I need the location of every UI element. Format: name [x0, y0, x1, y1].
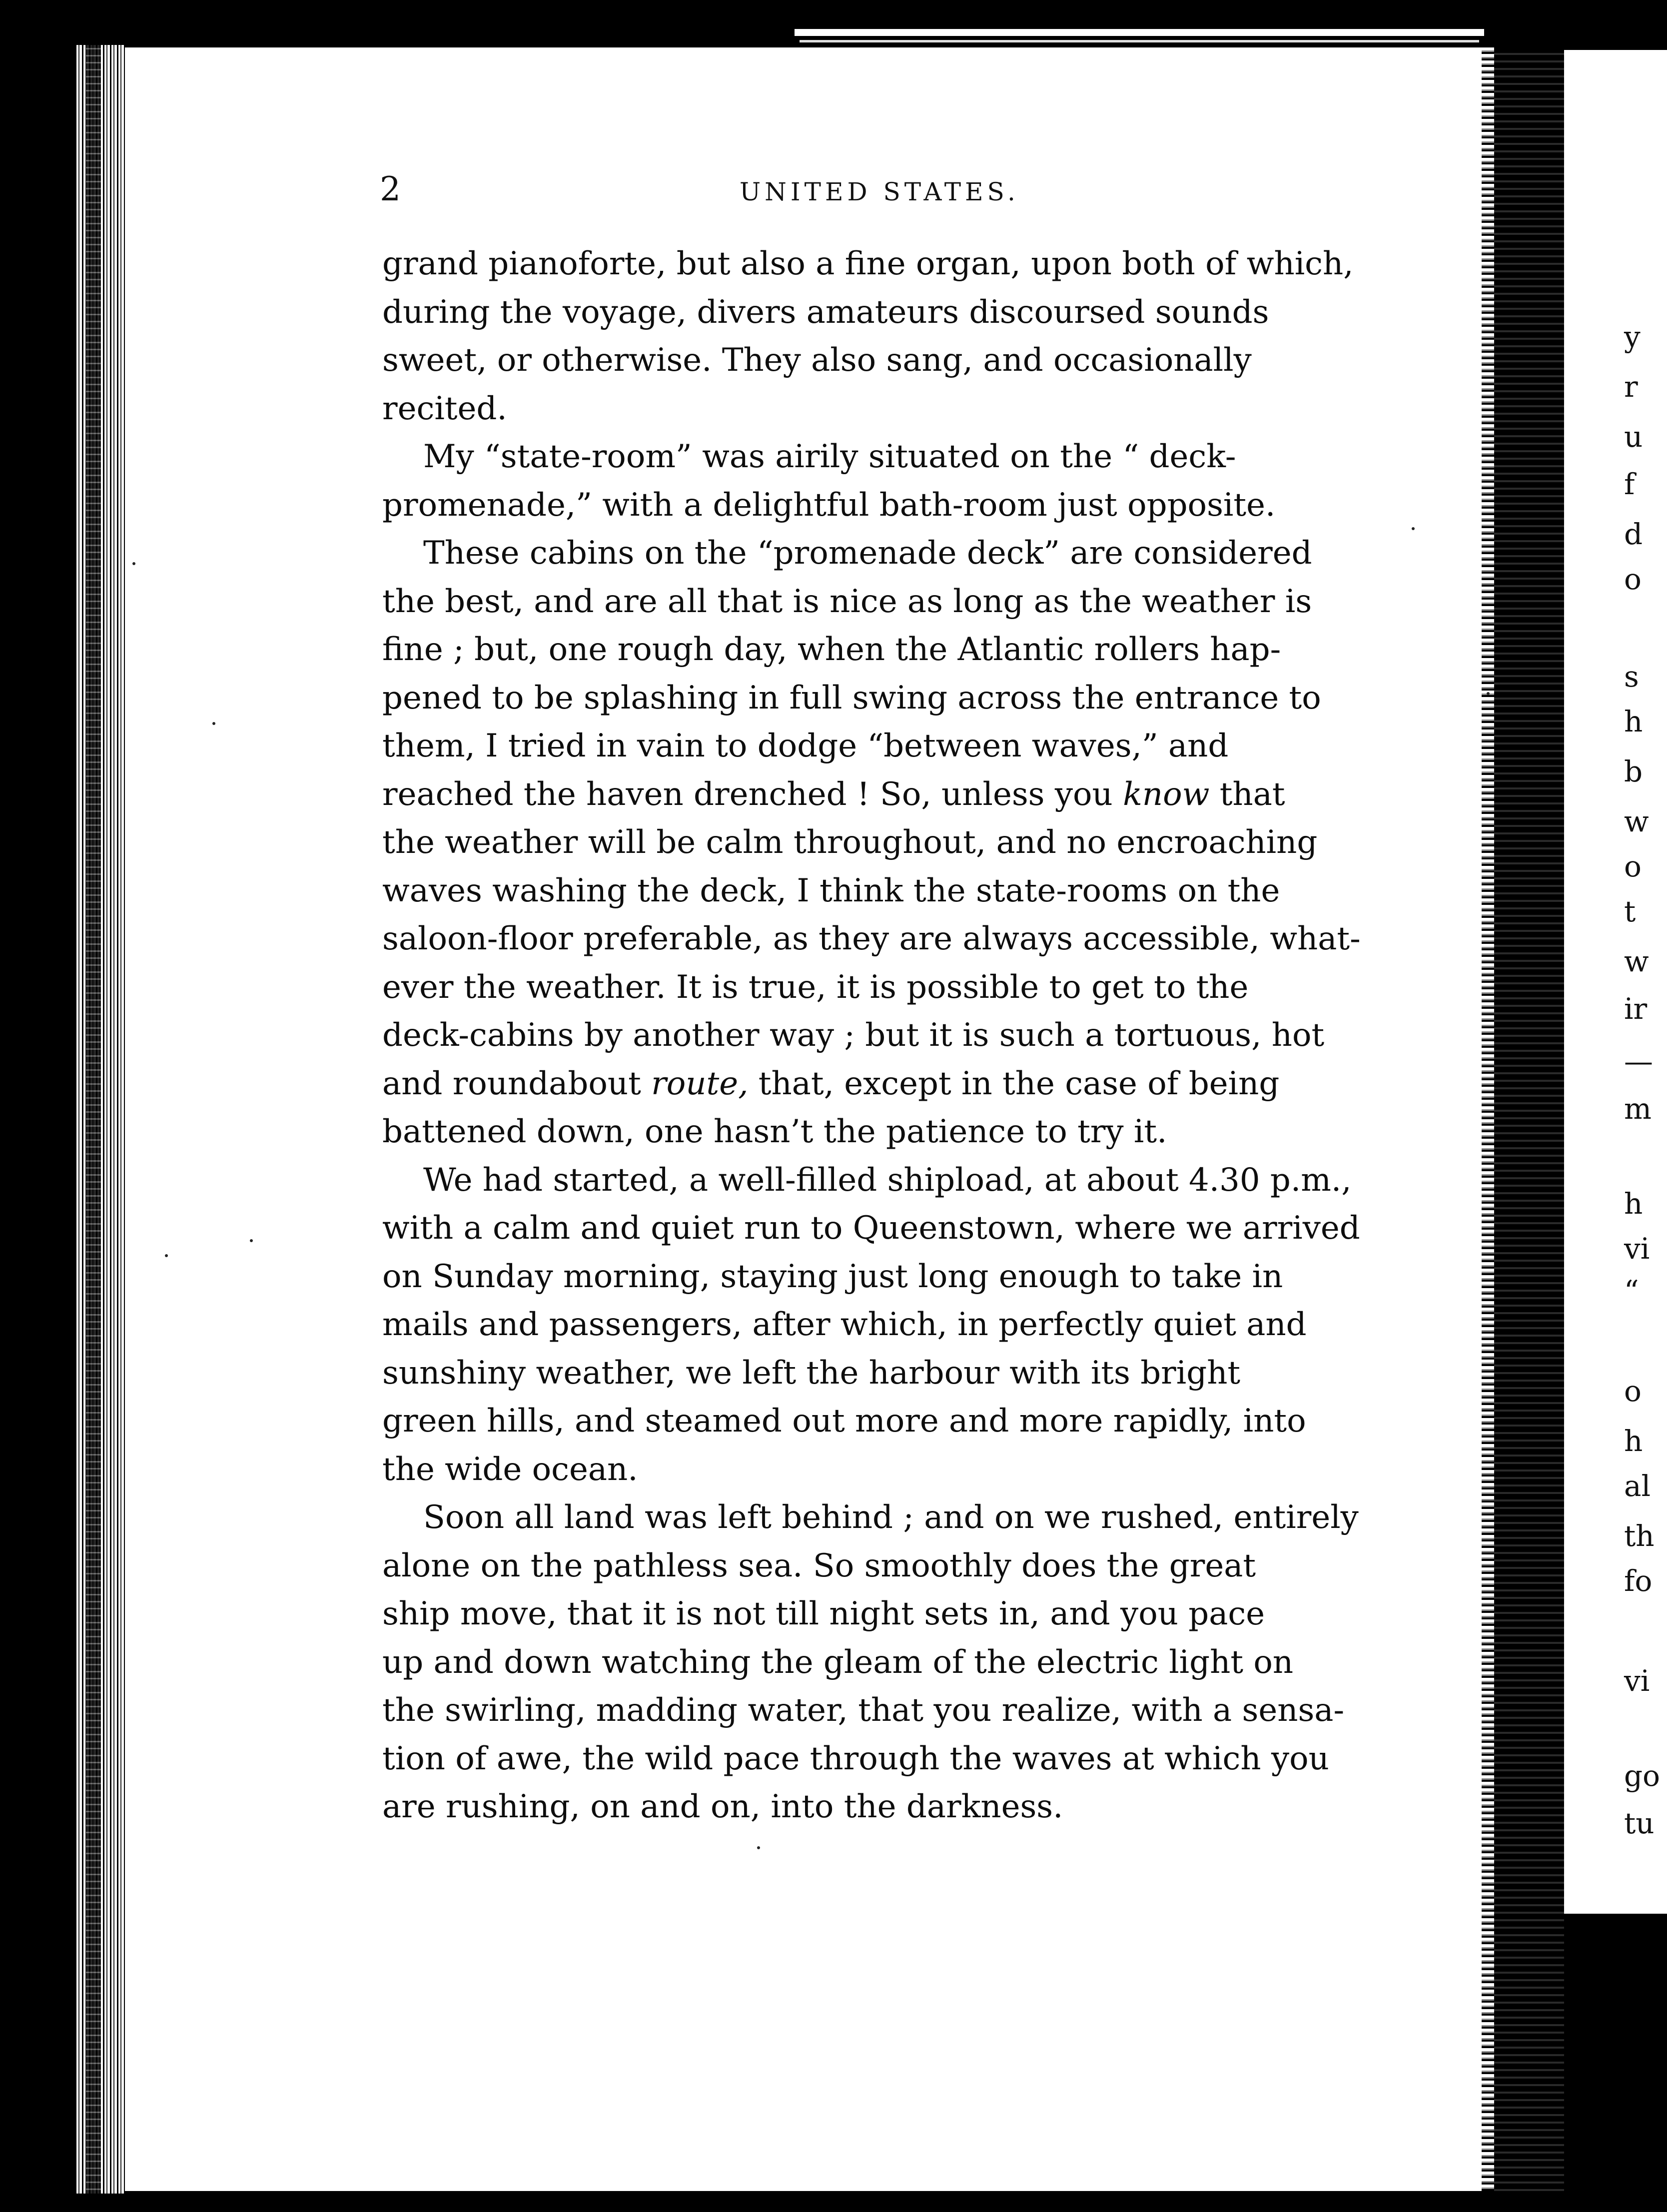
facing-page-fragment: m	[1624, 1092, 1652, 1126]
text-line: deck-cabins by another way ; but it is such a tortuous, hot	[382, 1017, 1325, 1054]
text-line: the swirling, madding water, that you realize, with a sensa-	[382, 1692, 1345, 1729]
facing-page-fragment: “	[1624, 1274, 1639, 1308]
text-line: waves washing the deck, I think the state-rooms on the	[382, 872, 1280, 909]
text-line: reached the haven drenched ! So, unless you know that	[382, 775, 1285, 813]
text-line: These cabins on the “promenade deck” are considered	[423, 535, 1312, 572]
facing-page-fragment: h	[1624, 1424, 1643, 1458]
text-line: the best, and are all that is nice as long as the weather is	[382, 583, 1312, 620]
facing-page-fragment: tu	[1624, 1806, 1655, 1840]
text-line: grand pianoforte, but also a fine organ, upon both of which,	[382, 245, 1354, 282]
text-line: with a calm and quiet run to Queenstown, where we arrived	[382, 1210, 1360, 1247]
scan-speck	[132, 562, 135, 565]
text-line: during the voyage, divers amateurs discoursed sounds	[382, 293, 1269, 331]
text-line: tion of awe, the wild pace through the waves at which you	[382, 1740, 1329, 1777]
text-line: the wide ocean.	[382, 1451, 638, 1488]
text-line: ship move, that it is not till night sets in, and you pace	[382, 1595, 1265, 1632]
text-line: are rushing, on and on, into the darkness.	[382, 1788, 1063, 1825]
running-head: UNITED STATES.	[740, 177, 1019, 206]
scan-speck	[165, 1254, 168, 1257]
text-line: sunshiny weather, we left the harbour with its bright	[382, 1354, 1241, 1392]
scan-speck	[757, 1846, 760, 1849]
text-line: the weather will be calm throughout, and no encroaching	[382, 824, 1318, 861]
facing-page-shadow	[1609, 1914, 1667, 2212]
paragraph	[382, 433, 1394, 529]
text-line: Soon all land was left behind ; and on we rushed, entirely	[423, 1499, 1359, 1536]
facing-page-fragment: h	[1624, 1187, 1643, 1221]
text-line: ever the weather. It is true, it is possible to get to the	[382, 968, 1249, 1006]
page-number: 2	[380, 170, 401, 208]
facing-page-fragment: b	[1624, 754, 1643, 788]
gutter-shadow	[1494, 47, 1564, 2196]
paragraph	[382, 240, 1394, 433]
top-edge-rule-thin	[800, 40, 1479, 42]
facing-page-fragment: ir	[1624, 992, 1648, 1026]
text-line: and roundabout route, that, except in the case of being	[382, 1065, 1280, 1102]
paragraph	[382, 529, 1394, 1156]
facing-page-fragment: o	[1624, 849, 1642, 883]
facing-page-fragment: w	[1624, 804, 1649, 838]
paragraph	[382, 1493, 1394, 1831]
facing-page-fragment: —	[1624, 1044, 1653, 1078]
text-line: fine ; but, one rough day, when the Atlantic rollers hap-	[382, 631, 1281, 668]
facing-page-fragment: r	[1624, 370, 1638, 404]
paragraph	[382, 1156, 1394, 1494]
body-text	[382, 240, 1394, 1831]
scan-speck	[1487, 692, 1490, 695]
facing-page-fragment: h	[1624, 705, 1643, 738]
facing-page-fragment: o	[1624, 562, 1642, 596]
facing-page-fragment: u	[1624, 420, 1643, 454]
facing-page-fragment: y	[1624, 320, 1641, 354]
scan-speck	[250, 1239, 253, 1242]
text-line: We had started, a well-filled shipload, at about 4.30 p.m.,	[423, 1161, 1352, 1199]
text-line: My “state-room” was airily situated on the “ deck-	[423, 438, 1236, 475]
facing-page-fragment: f	[1624, 467, 1635, 501]
facing-page-fragment: o	[1624, 1374, 1642, 1408]
top-edge-rule	[795, 29, 1484, 36]
facing-page-fragment: fo	[1624, 1564, 1653, 1598]
text-line: mails and passengers, after which, in perfectly quiet and	[382, 1306, 1307, 1343]
facing-page-fragment: s	[1624, 660, 1639, 694]
text-line: promenade,” with a delightful bath-room just opposite.	[382, 486, 1276, 524]
facing-page-fragment: d	[1624, 517, 1643, 551]
scan-speck	[1412, 527, 1415, 530]
text-line: sweet, or otherwise. They also sang, and occasionally	[382, 342, 1252, 379]
scan-speck	[212, 722, 215, 725]
text-line: recited.	[382, 390, 507, 427]
text-line: up and down watching the gleam of the electric light on	[382, 1643, 1294, 1681]
text-line: saloon-floor preferable, as they are always accessible, what-	[382, 920, 1361, 957]
facing-page-fragment: go	[1624, 1759, 1661, 1793]
text-line: on Sunday morning, staying just long enough to take in	[382, 1258, 1283, 1295]
text-line: battened down, one hasn’t the patience to try it.	[382, 1113, 1167, 1150]
facing-page-fragment: w	[1624, 944, 1649, 978]
facing-page-fragment: t	[1624, 894, 1636, 928]
text-line: green hills, and steamed out more and more rapidly, into	[382, 1403, 1306, 1440]
text-line: alone on the pathless sea. So smoothly does the great	[382, 1547, 1256, 1584]
facing-page-fragment: th	[1624, 1519, 1655, 1553]
facing-page-fragment: vi	[1624, 1232, 1650, 1266]
facing-page-fragment: vi	[1624, 1664, 1650, 1698]
facing-page	[1564, 50, 1667, 1914]
facing-page-fragment: al	[1624, 1469, 1651, 1503]
binding-shadow	[86, 45, 101, 2194]
text-line: pened to be splashing in full swing across the entrance to	[382, 679, 1321, 717]
text-line: them, I tried in vain to dodge “between waves,” and	[382, 728, 1229, 764]
